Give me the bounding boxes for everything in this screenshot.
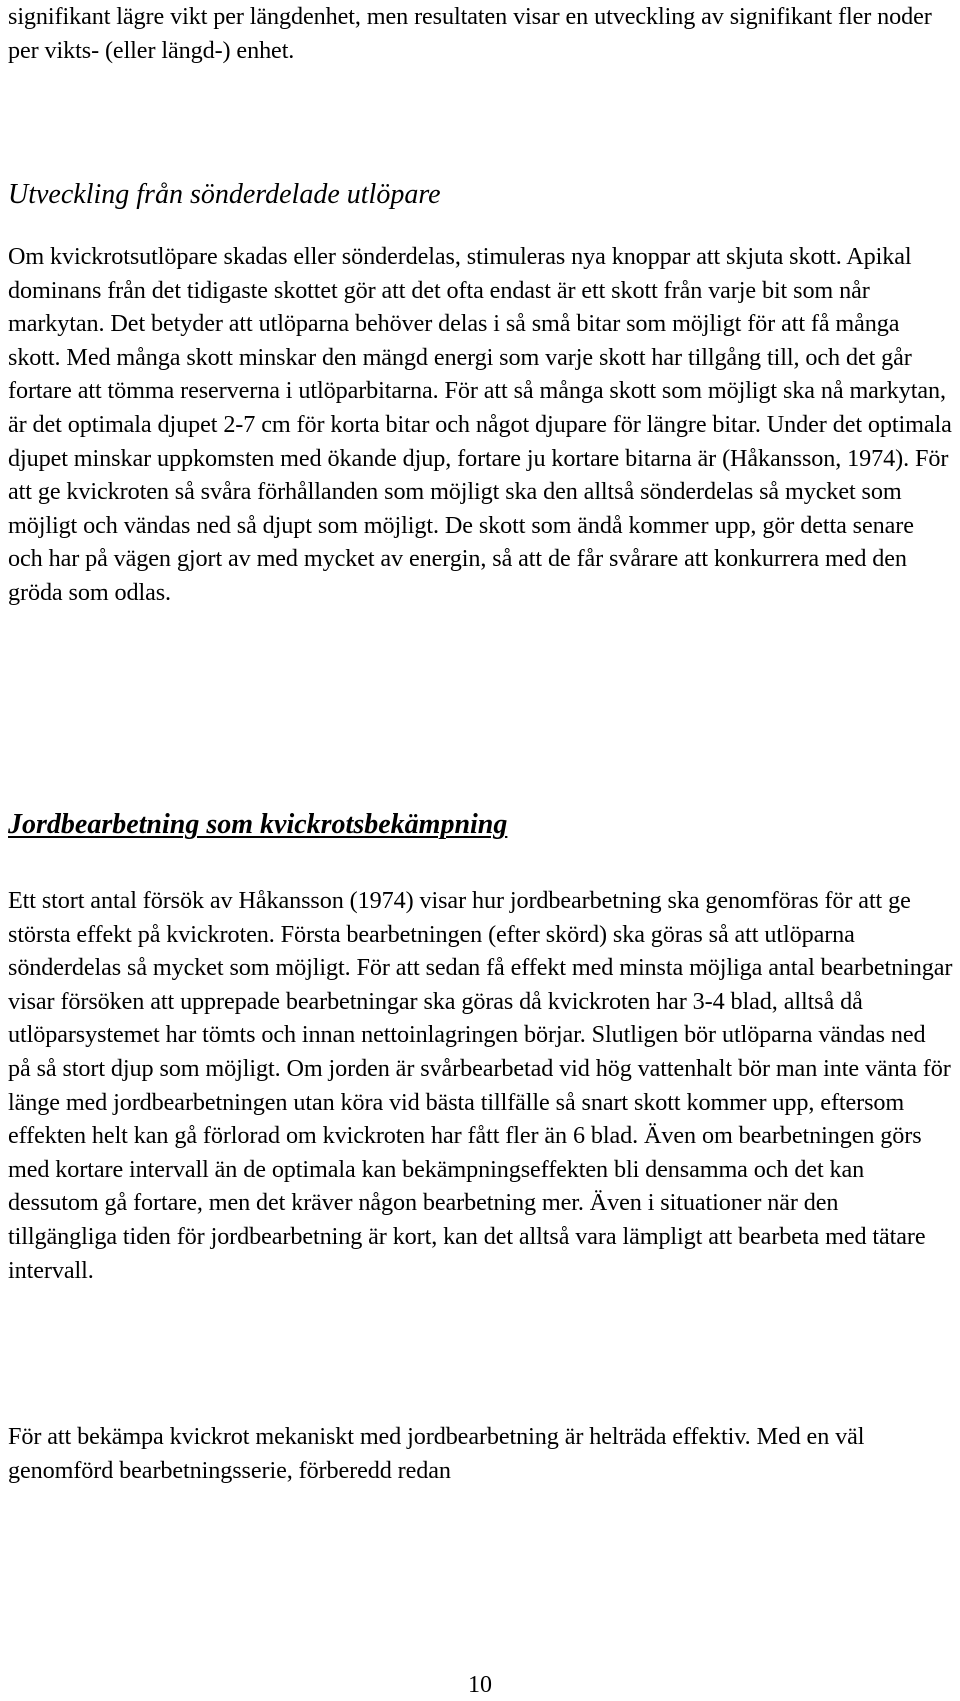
section-paragraph-jordbearbetning-1: Ett stort antal försök av Håkansson (1974) visar hur jordbearbetning ska genomföras för att ge största effekt på kvickroten. Första bearbetningen (efter skörd) ska göras så att utlöparna sönderdelas så mycket som möjligt. För att sedan få effekt med minsta möjliga antal bearbetningar visar försöken att upprepade bearbetningar ska göras då kvickroten har 3-4 blad, alltså då utlöparsystemet har tömts och innan nettoinlagringen börjar. Slutligen bör utlöparna vändas ned på så stort djup som möjligt. Om jorden är svårbearbetad vid hög vattenhalt bör man inte vänta för länge med jordbearbetningen utan köra vid bästa tillfälle så snart skott kommer upp, eftersom effekten helt kan gå förlorad om kvickroten har fått fler än 6 blad. Även om bearbetningen görs med kortare intervall än de optimala kan bekämpningseffekten bli densamma och det kan dessutom gå fortare, men det kräver någon bearbetning mer. Även i situationer när den tillgängliga tiden för jordbearbetning är kort, kan det alltså vara lämpligt att bearbeta med tätare intervall. [8,887,953,1284]
section-heading-jordbearbetning: Jordbearbetning som kvickrotsbekämpning [8,809,508,840]
section-heading-utveckling: Utveckling från sönderdelade utlöpare [8,179,441,210]
section-paragraph-utveckling: Om kvickrotsutlöpare skadas eller sönderdelas, stimuleras nya knoppar att skjuta skott. Apikal dominans från det tidigaste skottet gör att det ofta endast är ett skott från varje bit som når markytan. Det betyder att utlöparna behöver delas i så små bitar som möjligt för att få många skott. Med många skott minskar den mängd energi som varje skott har tillgång till, och det går fortare att tömma reserverna i utlöparbitarna. För att så många skott som möjligt ska nå markytan, är det optimala djupet 2-7 cm för korta bitar och något djupare för längre bitar. Under det optimala djupet minskar uppkomsten med ökande djup, fortare ju kortare bitarna är (Håkansson, 1974). För att ge kvickroten så svåra förhållanden som möjligt ska den alltså sönderdelas så mycket som möjligt och vändas ned så djupt som möjligt. De skott som ändå kommer upp, gör detta senare och har på vägen gjort av med mycket av energin, så att de får svårare att konkurrera med den gröda som odlas. [8,243,952,606]
section-paragraph-jordbearbetning-2: För att bekämpa kvickrot mekaniskt med jordbearbetning är helträda effektiv. Med en väl genomförd bearbetningsserie, förberedd redan [8,1423,865,1484]
intro-paragraph: signifikant lägre vikt per längdenhet, men resultaten visar en utveckling av signifikant fler noder per vikts- (eller längd-) enhet. [8,3,932,64]
page-number: 10 [468,1672,492,1698]
